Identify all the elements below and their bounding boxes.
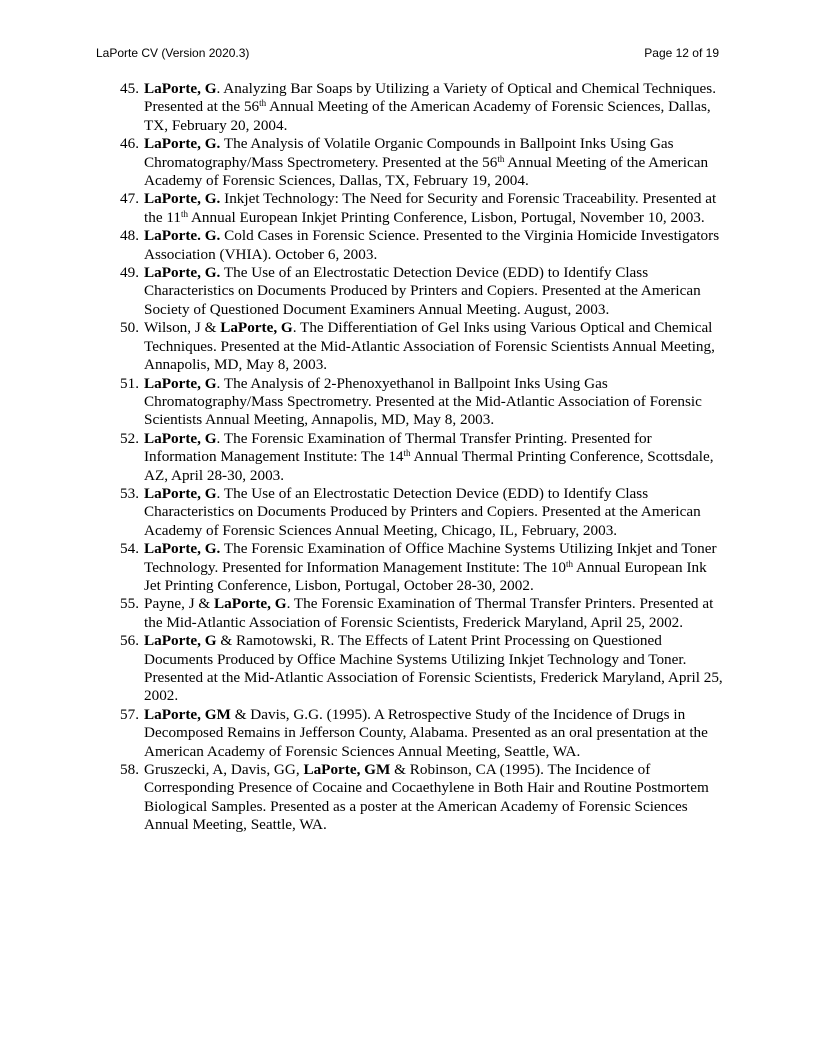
author-name: LaPorte, G. bbox=[144, 540, 221, 558]
author-name: LaPorte, G bbox=[144, 632, 217, 650]
entry-text: . The Differentiation of Gel Inks using Various Optical and Chemical Techniques. Presented at the Mid-Atlantic Association of Forensic Scientists Annual Meeting, Annapolis, MD, May 8, 2003. bbox=[144, 319, 715, 374]
ordinal-suffix: th bbox=[259, 98, 267, 109]
entry-text: Cold Cases in Forensic Science. Presented to the Virginia Homicide Investigators Association (VHIA). October 6, 2003. bbox=[144, 227, 720, 263]
list-item-number: 45. bbox=[120, 80, 139, 97]
list-item bbox=[120, 540, 724, 595]
entry-text: . The Analysis of 2-Phenoxyethanol in Ballpoint Inks Using Gas Chromatography/Mass Spectrometry. Presented at the Mid-Atlantic Association of Forensic Scientists Annual Meeting, Annapolis, MD, May 8, 2003. bbox=[144, 374, 702, 429]
list-item-number: 49. bbox=[120, 264, 139, 282]
list-item bbox=[120, 761, 724, 835]
list-item bbox=[120, 264, 724, 319]
entry-text: & Davis, G.G. (1995). A Retrospective Study of the Incidence of Drugs in Decomposed Remains in Jefferson County, Alabama. Presented as an oral presentation at the American Academy of Forensic Sciences Annual Meeting, Seattle, WA. bbox=[144, 705, 708, 760]
list-item bbox=[120, 706, 724, 761]
entry-text: Annual Meeting of the American Academy of Forensic Sciences, Dallas, TX, February 20, 2004. bbox=[144, 98, 711, 134]
entry-text: & Robinson, CA (1995). The Incidence of Corresponding Presence of Cocaine and Cocaethylene in Both Hair and Routine Postmortem Biological Samples. Presented as a poster at the American Academy of Forensic Sciences Annual Meeting, Seattle, WA. bbox=[144, 761, 709, 834]
ordinal-suffix: th bbox=[180, 208, 188, 219]
list-item bbox=[120, 80, 724, 135]
list-item bbox=[120, 595, 724, 632]
author-name: LaPorte, G bbox=[214, 595, 287, 613]
entry-text: & Ramotowski, R. The Effects of Latent Print Processing on Questioned Documents Produced by Office Machine Systems Utilizing Inkjet Technology and Toner. Presented at the Mid-Atlantic Association of Forensic Scientists, Frederick Maryland, April 25, 2002. bbox=[144, 632, 723, 705]
list-item-number: 48. bbox=[120, 227, 139, 245]
header-title: LaPorte CV (Version 2020.3) bbox=[96, 46, 250, 60]
list-item bbox=[120, 190, 724, 227]
author-name: LaPorte, G bbox=[144, 374, 217, 392]
entry-text: . Analyzing Bar Soaps by Utilizing a Variety of Optical and Chemical Techniques. Presented at the 56 bbox=[144, 80, 716, 116]
entry-text: The Analysis of Volatile Organic Compounds in Ballpoint Inks Using Gas Chromatography/Mass Spectrometery. Presented at the 56 bbox=[144, 135, 674, 171]
author-name: LaPorte, G bbox=[144, 80, 217, 97]
presentation-list bbox=[120, 80, 724, 835]
author-name: LaPorte, G bbox=[144, 484, 217, 502]
list-item-number: 51. bbox=[120, 374, 139, 392]
list-item bbox=[120, 375, 724, 430]
entry-text: . The Use of an Electrostatic Detection Device (EDD) to Identify Class Characteristics on Documents Produced by Printers and Copiers. Presented at the American Academy of Forensic Sciences Annual Meeting, Chicago, IL, February, 2003. bbox=[144, 484, 701, 539]
list-item bbox=[120, 135, 724, 190]
list-item bbox=[120, 227, 724, 264]
entry-text: Inkjet Technology: The Need for Security and Forensic Traceability. Presented at the 11 bbox=[144, 190, 717, 226]
entry-text: Annual Thermal Printing Conference, Scottsdale, AZ, April 28-30, 2003. bbox=[144, 448, 714, 484]
list-item bbox=[120, 485, 724, 540]
list-item-number: 50. bbox=[120, 319, 139, 337]
entry-text: The Forensic Examination of Office Machine Systems Utilizing Inkjet and Toner Technology. Presented for Information Management Institute: The 10 bbox=[144, 540, 717, 576]
list-item-number: 46. bbox=[120, 135, 139, 153]
list-item-number: 54. bbox=[120, 540, 139, 558]
entry-text: . The Forensic Examination of Thermal Transfer Printers. Presented at the Mid-Atlantic Association of Forensic Scientists, Frederick Maryland, April 25, 2002. bbox=[144, 595, 714, 631]
list-item-number: 55. bbox=[120, 595, 139, 613]
author-name: LaPorte, G. bbox=[144, 264, 221, 282]
entry-text: The Use of an Electrostatic Detection Device (EDD) to Identify Class Characteristics on Documents Produced by Printers and Copiers. Presented at the American Society of Questioned Document Examiners Annual Meeting. August, 2003. bbox=[144, 264, 701, 318]
entry-text: Annual European Inkjet Printing Conference, Lisbon, Portugal, November 10, 2003. bbox=[188, 208, 705, 226]
entry-text: Wilson, J & bbox=[144, 319, 221, 337]
entry-text: Annual Meeting of the American Academy of Forensic Sciences, Dallas, TX, February 19, 2004. bbox=[144, 153, 709, 190]
page-header bbox=[96, 46, 719, 60]
list-item-number: 47. bbox=[120, 190, 139, 208]
list-item bbox=[120, 430, 724, 485]
author-name: LaPorte, GM bbox=[303, 761, 391, 779]
ordinal-suffix: th bbox=[565, 558, 573, 569]
ordinal-suffix: th bbox=[497, 153, 505, 164]
ordinal-suffix: th bbox=[403, 448, 411, 459]
entry-text: Annual European Ink Jet Printing Conference, Lisbon, Portugal, October 28-30, 2002. bbox=[144, 558, 707, 594]
author-name: LaPorte, GM bbox=[144, 705, 231, 723]
entry-text: Payne, J & bbox=[144, 595, 215, 613]
list-item bbox=[120, 319, 724, 374]
entry-text: Gruszecki, A, Davis, GG, bbox=[144, 761, 304, 779]
author-name: LaPorte, G. bbox=[144, 135, 221, 153]
list-item-number: 53. bbox=[120, 484, 139, 502]
author-name: LaPorte. G. bbox=[144, 227, 221, 245]
list-item-number: 52. bbox=[120, 429, 139, 447]
author-name: LaPorte, G bbox=[144, 429, 217, 447]
list-item-number: 56. bbox=[120, 632, 139, 650]
list-item bbox=[120, 632, 724, 706]
entry-text: . The Forensic Examination of Thermal Transfer Printing. Presented for Information Management Institute: The 14 bbox=[144, 429, 652, 466]
author-name: LaPorte, G. bbox=[144, 190, 221, 208]
list-item-number: 57. bbox=[120, 705, 139, 723]
author-name: LaPorte, G bbox=[220, 319, 293, 337]
page-number: Page 12 of 19 bbox=[644, 46, 719, 60]
list-item-number: 58. bbox=[120, 761, 139, 779]
